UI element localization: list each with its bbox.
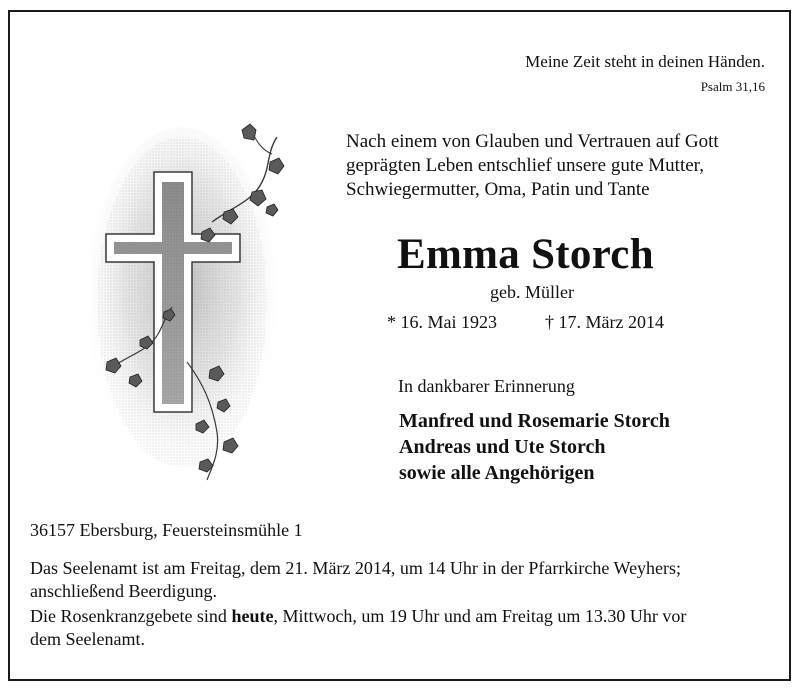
gratitude-heading: In dankbarer Erinnerung: [398, 376, 575, 396]
rosary-text: Die Rosenkranzgebete sind: [30, 606, 232, 626]
intro-line: geprägten Leben entschlief unsere gute Mutter,: [346, 155, 704, 176]
verse-reference: Psalm 31,16: [700, 79, 765, 94]
mourner-line: sowie alle Angehörigen: [399, 462, 595, 484]
death-date: † 17. März 2014: [545, 312, 664, 332]
intro-text: [346, 130, 786, 202]
intro-line: Nach einem von Glauben und Vertrauen auf Gott: [346, 131, 719, 152]
intro-line: Schwiegermutter, Oma, Patin und Tante: [346, 179, 650, 200]
funeral-line: Das Seelenamt ist am Freitag, dem 21. März 2014, um 14 Uhr in der Pfarrkirche Weyhers;: [30, 558, 682, 578]
bible-verse: Meine Zeit steht in deinen Händen.: [525, 52, 765, 71]
deceased-name: Emma Storch: [397, 231, 654, 278]
rosary-line: [30, 605, 780, 628]
birth-name: geb. Müller: [490, 282, 574, 302]
birth-date: * 16. Mai 1923: [387, 312, 497, 332]
mourners-list: [399, 408, 670, 486]
funeral-line: anschließend Beerdigung.: [30, 581, 217, 601]
rosary-text: , Mittwoch, um 19 Uhr und am Freitag um 13.30 Uhr vor: [273, 606, 687, 626]
funeral-notice: [30, 557, 780, 603]
family-address: 36157 Ebersburg, Feuersteinsmühle 1: [30, 520, 303, 540]
cross-with-ivy-icon: [92, 112, 292, 482]
rosary-line: dem Seelenamt.: [30, 629, 145, 649]
rosary-notice: [30, 605, 780, 651]
mourner-line: Manfred und Rosemarie Storch: [399, 410, 670, 432]
rosary-emphasis: heute: [231, 606, 274, 626]
obituary-card: [8, 10, 791, 681]
mourner-line: Andreas und Ute Storch: [399, 436, 606, 458]
